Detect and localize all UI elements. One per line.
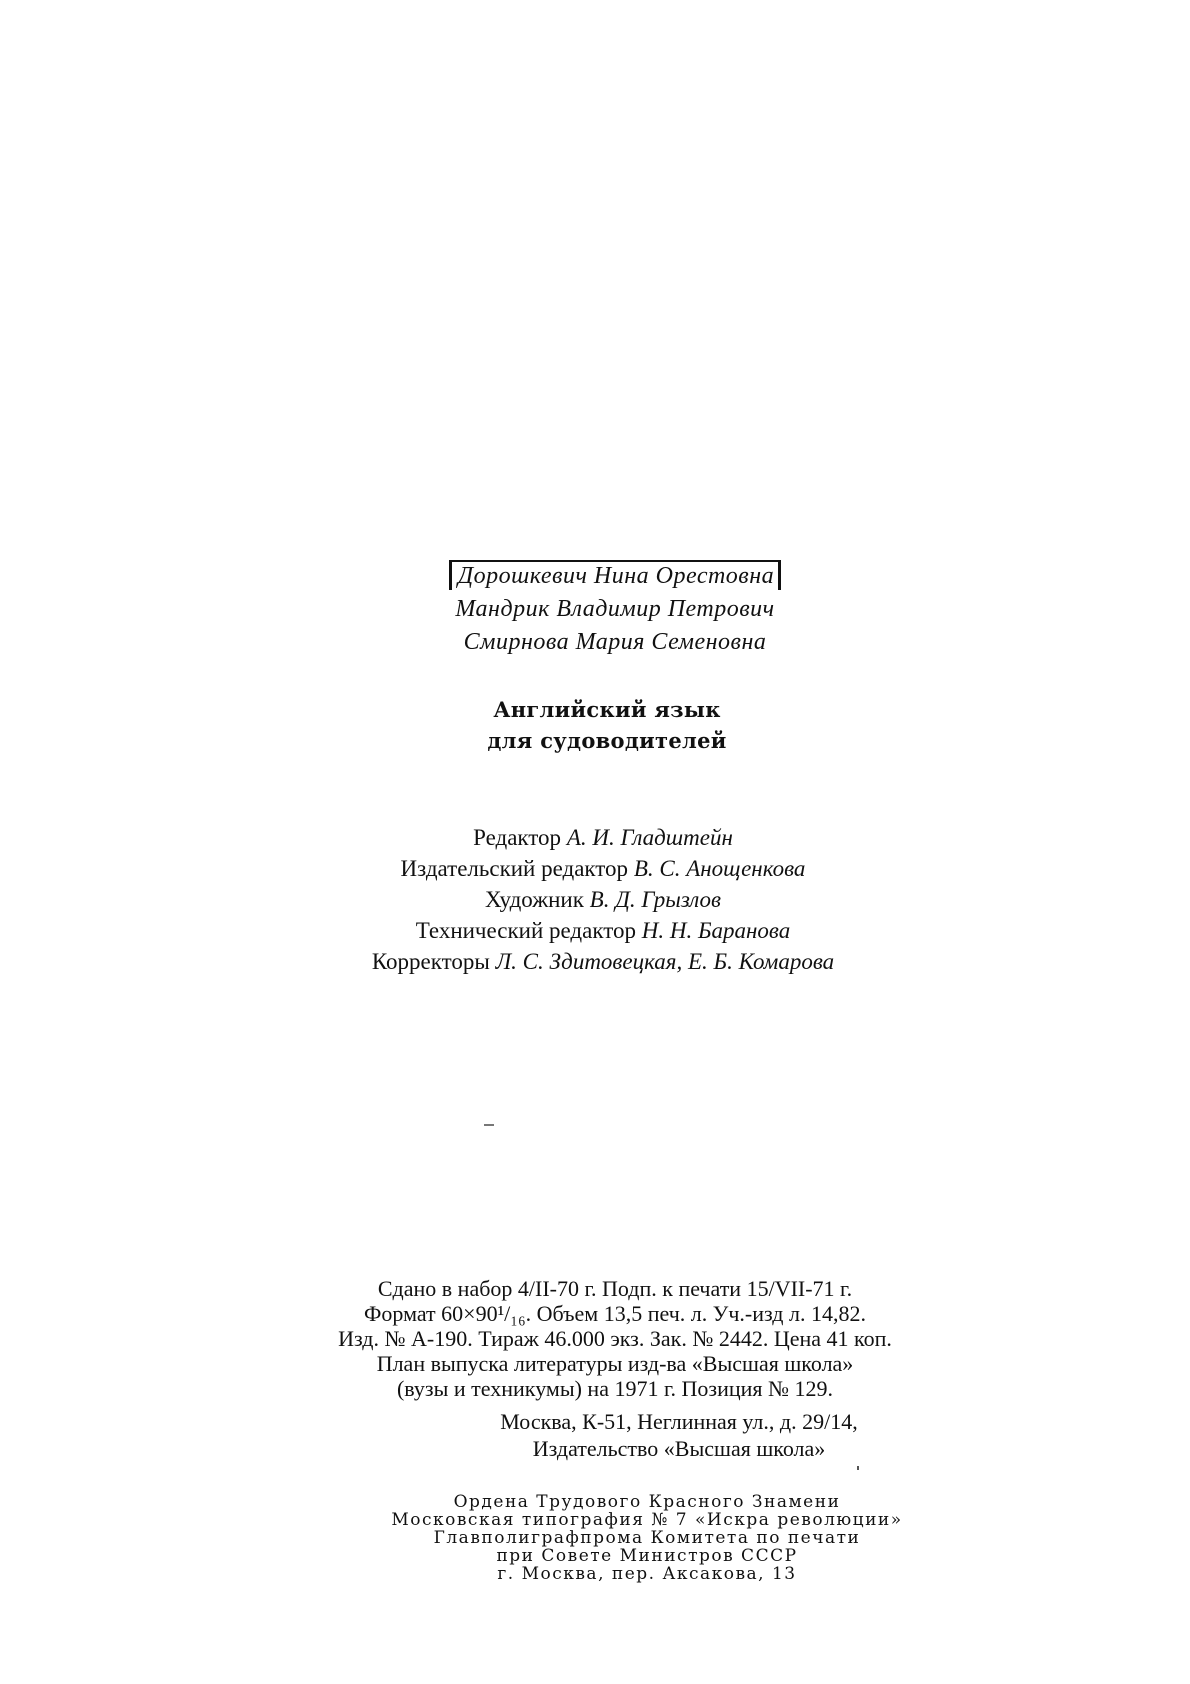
imprint-line: План выпуска литературы изд-ва «Высшая школа» (376, 1351, 854, 1376)
credit-line (8, 884, 1190, 915)
credit-name: В. Д. Грызлов (589, 887, 722, 912)
title-line: для судоводителей (487, 728, 727, 753)
author-line (20, 560, 1190, 593)
title-line: Английский язык (493, 697, 721, 722)
credit-name: Н. Н. Баранова (641, 918, 791, 943)
credit-line (8, 822, 1190, 853)
scan-speck (857, 1466, 859, 1470)
credit-role: Корректоры (371, 949, 490, 974)
credit-line (8, 853, 1190, 884)
book-title (12, 694, 1190, 756)
authors-block (20, 560, 1190, 659)
imprint-line: Формат 60×90¹/₁₆. Объем 13,5 печ. л. Уч.-изд л. 14,82. (364, 1301, 866, 1326)
credit-name: Л. С. Здитовецкая, Е. Б. Комарова (495, 949, 835, 974)
credits-block (8, 822, 1190, 977)
address-line: Москва, К-51, Неглинная ул., д. 29/14, (500, 1409, 858, 1434)
author-name-framed: Дорошкевич Нина Орестовна (449, 560, 781, 590)
printer-block (52, 1493, 1190, 1583)
scan-speck (484, 1124, 494, 1126)
credit-role: Издательский редактор (400, 856, 629, 881)
publisher-address (84, 1408, 1190, 1462)
credit-name: В. С. Анощенкова (633, 856, 806, 881)
printer-line: г. Москва, пер. Аксакова, 13 (497, 1564, 797, 1584)
credit-line (8, 915, 1190, 946)
imprint-line: (вузы и техникумы) на 1971 г. Позиция № 129. (396, 1376, 834, 1401)
imprint-block (20, 1276, 1190, 1401)
printer-line: Главполиграфпрома Комитета по печати (433, 1528, 861, 1548)
imprint-line: Изд. № А-190. Тираж 46.000 экз. Зак. № 2442. Цена 41 коп. (338, 1326, 892, 1351)
credit-line (8, 946, 1190, 977)
credit-role: Художник (484, 887, 584, 912)
credit-role: Редактор (473, 825, 562, 850)
address-line: Издательство «Высшая школа» (532, 1436, 826, 1461)
printer-line: Ордена Трудового Красного Знамени (453, 1492, 841, 1512)
printer-line: при Совете Министров СССР (496, 1546, 798, 1566)
author-name: Мандрик Владимир Петрович (455, 596, 775, 622)
printer-line: Московская типография № 7 «Искра революции» (391, 1510, 903, 1530)
credit-role: Технический редактор (415, 918, 636, 943)
imprint-line: Сдано в набор 4/II-70 г. Подп. к печати 15/VII-71 г. (377, 1276, 853, 1301)
credit-name: А. И. Гладштейн (566, 825, 733, 850)
author-name: Смирнова Мария Семеновна (463, 629, 767, 655)
